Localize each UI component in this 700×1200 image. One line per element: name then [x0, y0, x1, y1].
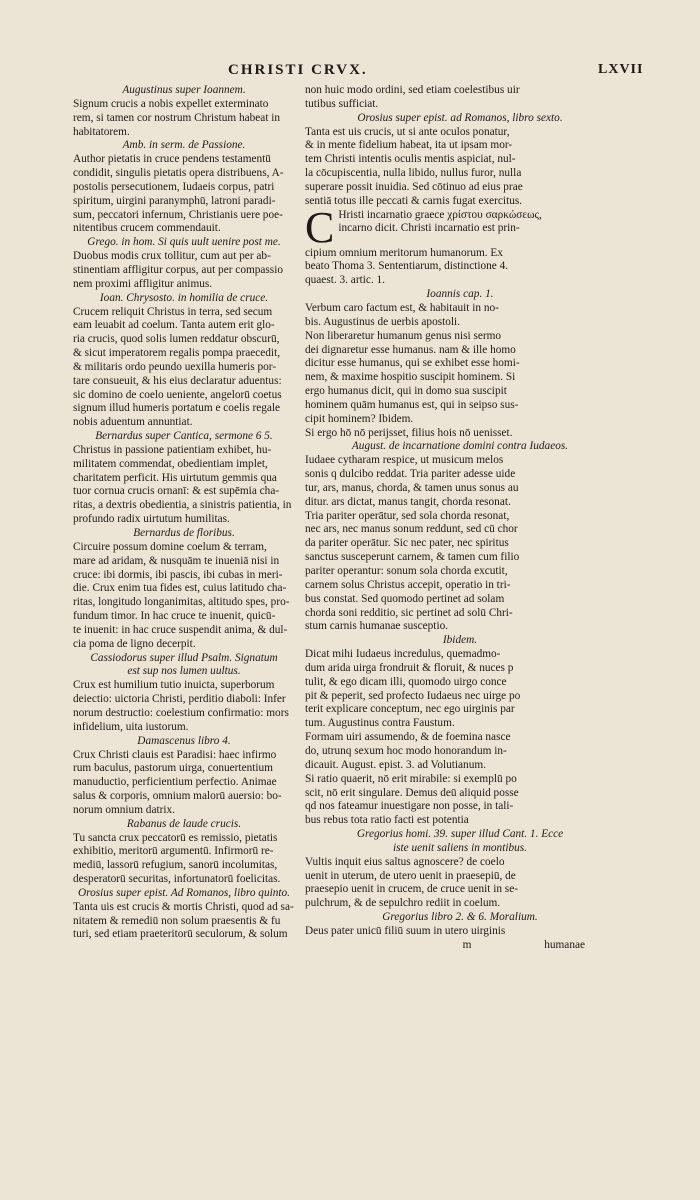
text-line: ritas, longitudo longanimitas, altitudo spes, pro-	[73, 596, 290, 609]
text-line: postolis persecutionem, Iudaeis corpus, patri	[73, 180, 275, 193]
text-line: turi, sed etiam praeteritorū seculorum, & solum	[73, 928, 288, 941]
text-line: Tanta est uis crucis, ut si ante oculos ponatur,	[305, 125, 510, 138]
text-line: cia poma de ligno decerpit.	[73, 637, 196, 650]
text-line: quaest. 3. artic. 1.	[305, 274, 385, 287]
text-line: eam leuabit ad coelum. Tanta autem erit glo-	[73, 319, 275, 332]
text-line: tulit, & ego dicam illi, quomodo uirgo conce	[305, 675, 507, 688]
text-line: carnem solus Christus accepit, operatio in tri-	[305, 578, 511, 591]
text-line: tem Christi intentis oculis mentis aspiciat, nul-	[305, 153, 516, 166]
text-line: norum omnium datrix.	[73, 803, 175, 816]
dropcap-paragraph	[305, 209, 615, 247]
text-line: nitentibus crucem commendauit.	[73, 222, 221, 235]
text-line: sum, peccatori infernum, Christianis uere poe-	[73, 208, 283, 221]
text-line: Signum crucis a nobis expellet exterminato	[73, 97, 269, 110]
source-rubric: Amb. in serm. de Passione.	[122, 139, 246, 152]
text-line: da pariter operātur. Sic nec pater, nec spiritus	[305, 537, 509, 550]
source-rubric: August. de incarnatione domini contra Iudaeos.	[351, 440, 569, 453]
text-line: signum illud humeris portatum e coelis regale	[73, 402, 281, 415]
catchword: humanae	[544, 938, 585, 951]
running-head: CHRISTI CRVX.	[228, 62, 368, 78]
text-line: Dicat mihi Iudaeus incredulus, quemadmo-	[305, 648, 501, 661]
source-rubric: est sup nos lumen uultus.	[127, 665, 241, 678]
text-line: tare consueuit, & his eius declaratur aduentus:	[73, 374, 282, 387]
text-line: nitatem & remediū non solum praesentis & fu	[73, 914, 281, 927]
right-column-body	[305, 247, 615, 939]
source-rubric: Gregorius homi. 39. super illud Cant. 1. Ecce	[356, 828, 564, 841]
source-rubric: Bernardus super Cantica, sermone 6 5.	[95, 430, 273, 443]
text-line: uenit in uterum, de utero uenit in praesepiū, de	[305, 869, 516, 882]
text-line: fundum timor. In hac cruce te inuenit, quicū-	[73, 610, 276, 623]
source-rubric: Cassiodorus super illud Psalm. Signatum	[90, 651, 278, 664]
text-line: stum carnis humanae susceptio.	[305, 620, 449, 633]
text-line: rum baculus, pastorum uirga, conuertentium	[73, 762, 273, 775]
source-rubric: iste uenit saliens in montibus.	[393, 841, 527, 854]
text-line: cipit hominem? Ibidem.	[305, 412, 414, 425]
text-line: salus & corporis, omnium malorū auersio: bo-	[73, 790, 282, 803]
text-line: cruce: ibi dormis, ibi pascis, ibi cubas in meri-	[73, 568, 283, 581]
text-line: Author pietatis in cruce pendens testamentū	[73, 153, 271, 166]
text-line: ria crucis, quod solis lumen reddatur obscurū,	[73, 333, 280, 346]
text-line: ritas, a dextris obedientia, a sinistris patientia, in	[73, 499, 292, 512]
source-rubric: Ioan. Chrysosto. in homilia de cruce.	[99, 291, 269, 304]
text-line: Deus pater unicū filiū suum in utero uirginis	[305, 924, 506, 937]
dropcap-letter: C	[305, 208, 335, 247]
text-line: Crux est humilium tutio inuicta, superborum	[73, 679, 275, 692]
text-line: pit & peperit, sed profecto Iudaeus nec uirge po	[305, 689, 521, 702]
text-line: te inuenit: in hac cruce suspendit anima, & dul-	[73, 623, 288, 636]
text-line: terit explicare conceptum, nec ego uirginis par	[305, 703, 515, 716]
text-line: cipium omnium meritorum humanorum. Ex	[305, 246, 503, 259]
text-line: exhibitio, meritorū argumentū. Infirmorū re-	[73, 845, 274, 858]
text-line: Tu sancta crux peccatorū es remissio, pietatis	[73, 831, 278, 844]
text-line: pariter operantur: sonum sola chorda excutit,	[305, 565, 508, 577]
text-line: desperatorū securitas, infortunatorū foelicitas.	[73, 873, 281, 886]
text-line: bus rebus tota ratio facti est potentia	[305, 814, 469, 827]
text-line: Duobus modis crux tollitur, cum aut per ab-	[73, 250, 271, 263]
source-rubric: Augustinus super Ioannem.	[122, 84, 246, 96]
text-line: bus constat. Sed quomodo pertinet ad solam	[305, 592, 505, 605]
text-line: Crux Christi clauis est Paradisi: haec infirmo	[73, 748, 277, 761]
signature-mark: m	[462, 938, 472, 951]
dropcap-line-2: incarno dicit. Christi incarnatio est prin-	[338, 222, 520, 235]
text-line: beato Thoma 3. Sententiarum, distinctione 4.	[305, 260, 509, 273]
text-line: scit, nō erit singulare. Demus deū aliquid posse	[305, 786, 519, 799]
source-rubric: Damascenus libro 4.	[137, 734, 231, 747]
source-rubric: Ibidem.	[442, 634, 478, 647]
text-line: sentiā totus ille peccati & carnis fugat exercitus.	[305, 194, 523, 207]
text-line: ergo humanus dicit, qui in domo sua suscipit	[305, 385, 507, 398]
text-line: Tria pariter operātur, sed sola chorda resonat,	[305, 509, 510, 522]
text-line: dicauit. August. epist. 3. ad Volutianum.	[305, 758, 486, 771]
left-column	[73, 84, 295, 942]
text-line: & militaris ordo peundo uexilla humeris por-	[73, 360, 277, 373]
text-line: profundo radix uirtutum humilitas.	[73, 513, 230, 526]
text-line: la cōcupiscentia, nulla libido, nullus furor, nulla	[305, 167, 522, 180]
text-line: do, utrunq sexum hoc modo honorandum in-	[305, 744, 507, 757]
text-line: manuductio, perficientium perfectio. Animae	[73, 776, 277, 789]
text-line: rem, si tamen cor nostrum Christum habeat in	[73, 111, 281, 124]
dropcap-line-1: Hristi incarnatio graece χρίστου σαρκώσεως,	[338, 208, 542, 221]
text-line: militatem commendat, obedientiam implet,	[73, 457, 268, 470]
text-line: hominem quām humanus est, qui in seipso sus-	[305, 398, 519, 411]
source-rubric: Gregorius libro 2. & 6. Moralium.	[382, 911, 538, 924]
text-line: tur, ars, manus, chorda, & tamen unus sonus au	[305, 481, 519, 494]
text-line: superare possit inuidia. Sed cōtinuo ad eius prae	[305, 180, 523, 193]
text-line: stinentiam affligitur corpus, aut per compassio	[73, 263, 283, 276]
right-column	[305, 84, 615, 953]
text-line: bis. Augustinus de uerbis apostoli.	[305, 315, 461, 328]
source-rubric: Orosius super epist. ad Romanos, libro sexto.	[357, 111, 563, 124]
text-line: sic domino de coelo ueniente, angelorū coetus	[73, 388, 282, 401]
text-line: Iudaee cytharam respice, ut musicum melos	[305, 454, 504, 467]
text-line: sonis q dulcibo reddat. Tria pariter adesse uide	[305, 468, 516, 481]
text-line: Christus in passione patientiam exhibet, hu-	[73, 443, 272, 456]
text-line: & in mente fidelium habeat, ita ut ipsam mor-	[305, 139, 513, 152]
catchline	[305, 939, 615, 953]
text-line: condidit, singulis pietatis opera distribuens, A-	[73, 167, 284, 180]
text-line: praesepio uenit in crucem, de cruce uenit in se-	[305, 883, 518, 896]
text-line: dei dignaretur esse humanus. nam & ille homo	[305, 343, 516, 356]
text-line: nem, & maxime hospitio suscipit hominem. Si	[305, 371, 516, 384]
source-rubric: Bernardus de floribus.	[133, 527, 235, 539]
source-rubric: Rabanus de laude crucis.	[126, 817, 242, 830]
text-line: qd nos fateamur inuestigare non posse, in tali-	[305, 800, 514, 813]
text-line: pulchrum, & de sepulchro rediit in coelum.	[305, 897, 501, 910]
text-line: spiritum, uirgini paranymphū, latroni paradi-	[73, 194, 276, 207]
text-line: nobis aduentum annuntiat.	[73, 416, 193, 429]
text-line: Formam uiri assumendo, & de foemina nasce	[305, 731, 511, 744]
text-line: mediū, lassorū refugium, sanorū incolumitas,	[73, 859, 278, 872]
text-line: non huic modo ordini, sed etiam coelestibus uir	[305, 84, 520, 96]
text-line: Tanta uis est crucis & mortis Christi, quod ad sa-	[73, 900, 294, 913]
text-line: Verbum caro factum est, & habitauit in no-	[305, 301, 499, 314]
text-line: chorda soni redditio, sic pertinet ad solū Chri-	[305, 606, 513, 619]
text-line: Circuire possum domine coelum & terram,	[73, 540, 267, 553]
text-line: tum. Augustinus contra Faustum.	[305, 717, 455, 730]
folio-number: LXVII	[598, 62, 644, 77]
text-line: Si ergo hō nō perijsset, filius hois nō uenisset.	[305, 426, 513, 439]
text-line: nem proximi affligitur animus.	[73, 277, 213, 290]
text-line: infidelium, uita iustorum.	[73, 720, 189, 733]
source-rubric: Ioannis cap. 1.	[426, 288, 494, 301]
text-line: norum destructio: coelestium confirmatio: mors	[73, 706, 289, 719]
text-line: & sicut imperatorem regalis pompa praecedit,	[73, 347, 281, 360]
source-rubric: Grego. in hom. Si quis uult uenire post me.	[87, 236, 281, 249]
text-line: Crucem reliquit Christus in terra, sed secum	[73, 305, 273, 318]
text-line: nec ars, nec manus sonum reddunt, sed cū chor	[305, 523, 518, 536]
text-line: habitatorem.	[73, 125, 130, 138]
text-line: die. Crux enim tua fides est, cuius latitudo cha-	[73, 582, 287, 595]
text-line: ditur. ars dictat, manus tangit, chorda resonat.	[305, 495, 511, 508]
text-line: Si ratio quaerit, nō erit mirabile: si exemplū po	[305, 772, 517, 785]
text-line: Vultis inquit eius saltus agnoscere? de coelo	[305, 855, 505, 868]
text-line: Non liberaretur humanum genus nisi sermo	[305, 329, 502, 342]
text-line: dum arida uirga frondruit & floruit, & nuces p	[305, 661, 514, 674]
text-line: mare ad aridam, & nusquām te inueniā nisi in	[73, 554, 280, 567]
text-line: tuor cornua crucis ornanī: & est supēmia cha-	[73, 485, 280, 498]
text-line: deiectio: uictoria Christi, perditio diaboli: Infer	[73, 693, 286, 706]
text-line: tutibus sufficiat.	[305, 97, 379, 110]
text-line: dicitur esse humanus, qui se exhibet esse homi-	[305, 357, 520, 370]
page-header	[0, 62, 700, 84]
right-column-top	[305, 84, 615, 209]
source-rubric: Orosius super epist. Ad Romanos, libro quinto.	[77, 886, 291, 899]
text-line: charitatem perficit. His uirtutum gemmis qua	[73, 471, 277, 484]
text-line: sanctus susceperunt carnem, & tamen cum filio	[305, 551, 520, 564]
